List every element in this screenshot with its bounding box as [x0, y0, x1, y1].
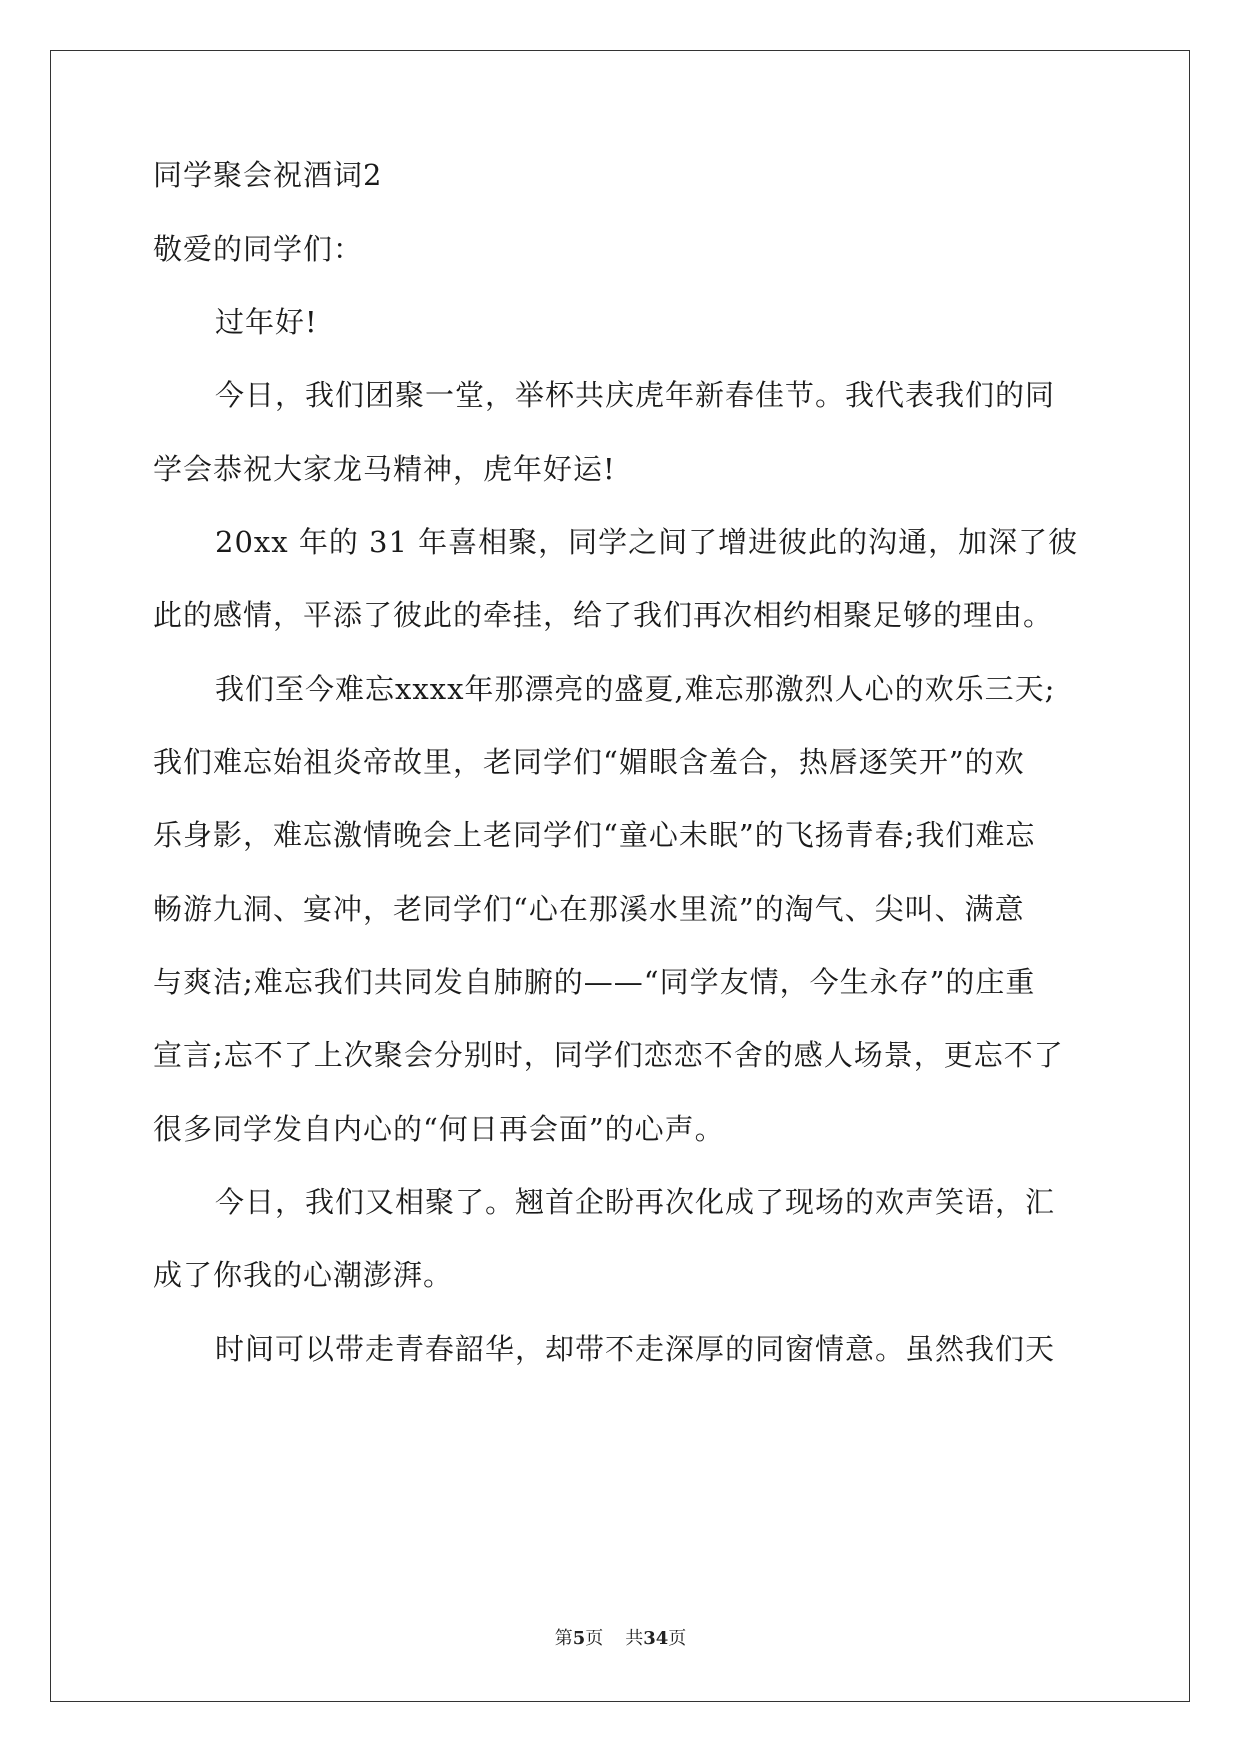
page-prefix: 第 — [554, 1628, 573, 1649]
paragraph-3-line-7: 很多同学发自内心的“何日再会面”的心声。 — [153, 1112, 725, 1146]
paragraph-5-line-1: 时间可以带走青春韶华，却带不走深厚的同窗情意。虽然我们天 — [215, 1332, 1056, 1366]
paragraph-1-line-1: 今日，我们团聚一堂，举杯共庆虎年新春佳节。我代表我们的同 — [215, 378, 1056, 412]
paragraph-3-line-1: 我们至今难忘xxxx年那漂亮的盛夏,难忘那激烈人心的欢乐三天; — [215, 672, 1056, 706]
paragraph-4-line-2: 成了你我的心潮澎湃。 — [153, 1258, 454, 1292]
page-number: 5 — [572, 1628, 586, 1649]
paragraph-3-line-2: 我们难忘始祖炎帝故里，老同学们“媚眼含羞合，热唇逐笑开”的欢 — [153, 745, 1025, 779]
document-title: 同学聚会祝酒词2 — [153, 158, 383, 192]
paragraph-4-line-1: 今日，我们又相聚了。翘首企盼再次化成了现场的欢声笑语，汇 — [215, 1185, 1056, 1219]
total-prefix: 共 — [625, 1628, 644, 1649]
page-border — [50, 50, 1190, 1702]
paragraph-2-line-1: 20xx 年的 31 年喜相聚，同学之间了增进彼此的沟通，加深了彼 — [215, 525, 1079, 559]
page-footer — [0, 1627, 1241, 1651]
paragraph-3-line-4: 畅游九洞、宴冲，老同学们“心在那溪水里流”的淘气、尖叫、满意 — [153, 892, 1025, 926]
paragraph-3-line-5: 与爽洁;难忘我们共同发自肺腑的——“同学友情，今生永存”的庄重 — [153, 965, 1036, 999]
paragraph-2-line-2: 此的感情，平添了彼此的牵挂，给了我们再次相约相聚足够的理由。 — [153, 598, 1054, 632]
total-suffix: 页 — [668, 1628, 687, 1649]
total-pages: 34 — [643, 1628, 669, 1649]
paragraph-3-line-6: 宣言;忘不了上次聚会分别时，同学们恋恋不舍的感人场景，更忘不了 — [153, 1038, 1064, 1072]
paragraph-1-line-2: 学会恭祝大家龙马精神，虎年好运! — [153, 452, 616, 486]
paragraph-3-line-3: 乐身影，难忘激情晚会上老同学们“童心未眠”的飞扬青春;我们难忘 — [153, 818, 1036, 852]
greeting-line: 过年好! — [215, 305, 318, 339]
salutation: 敬爱的同学们： — [153, 232, 364, 266]
page-suffix: 页 — [585, 1628, 604, 1649]
